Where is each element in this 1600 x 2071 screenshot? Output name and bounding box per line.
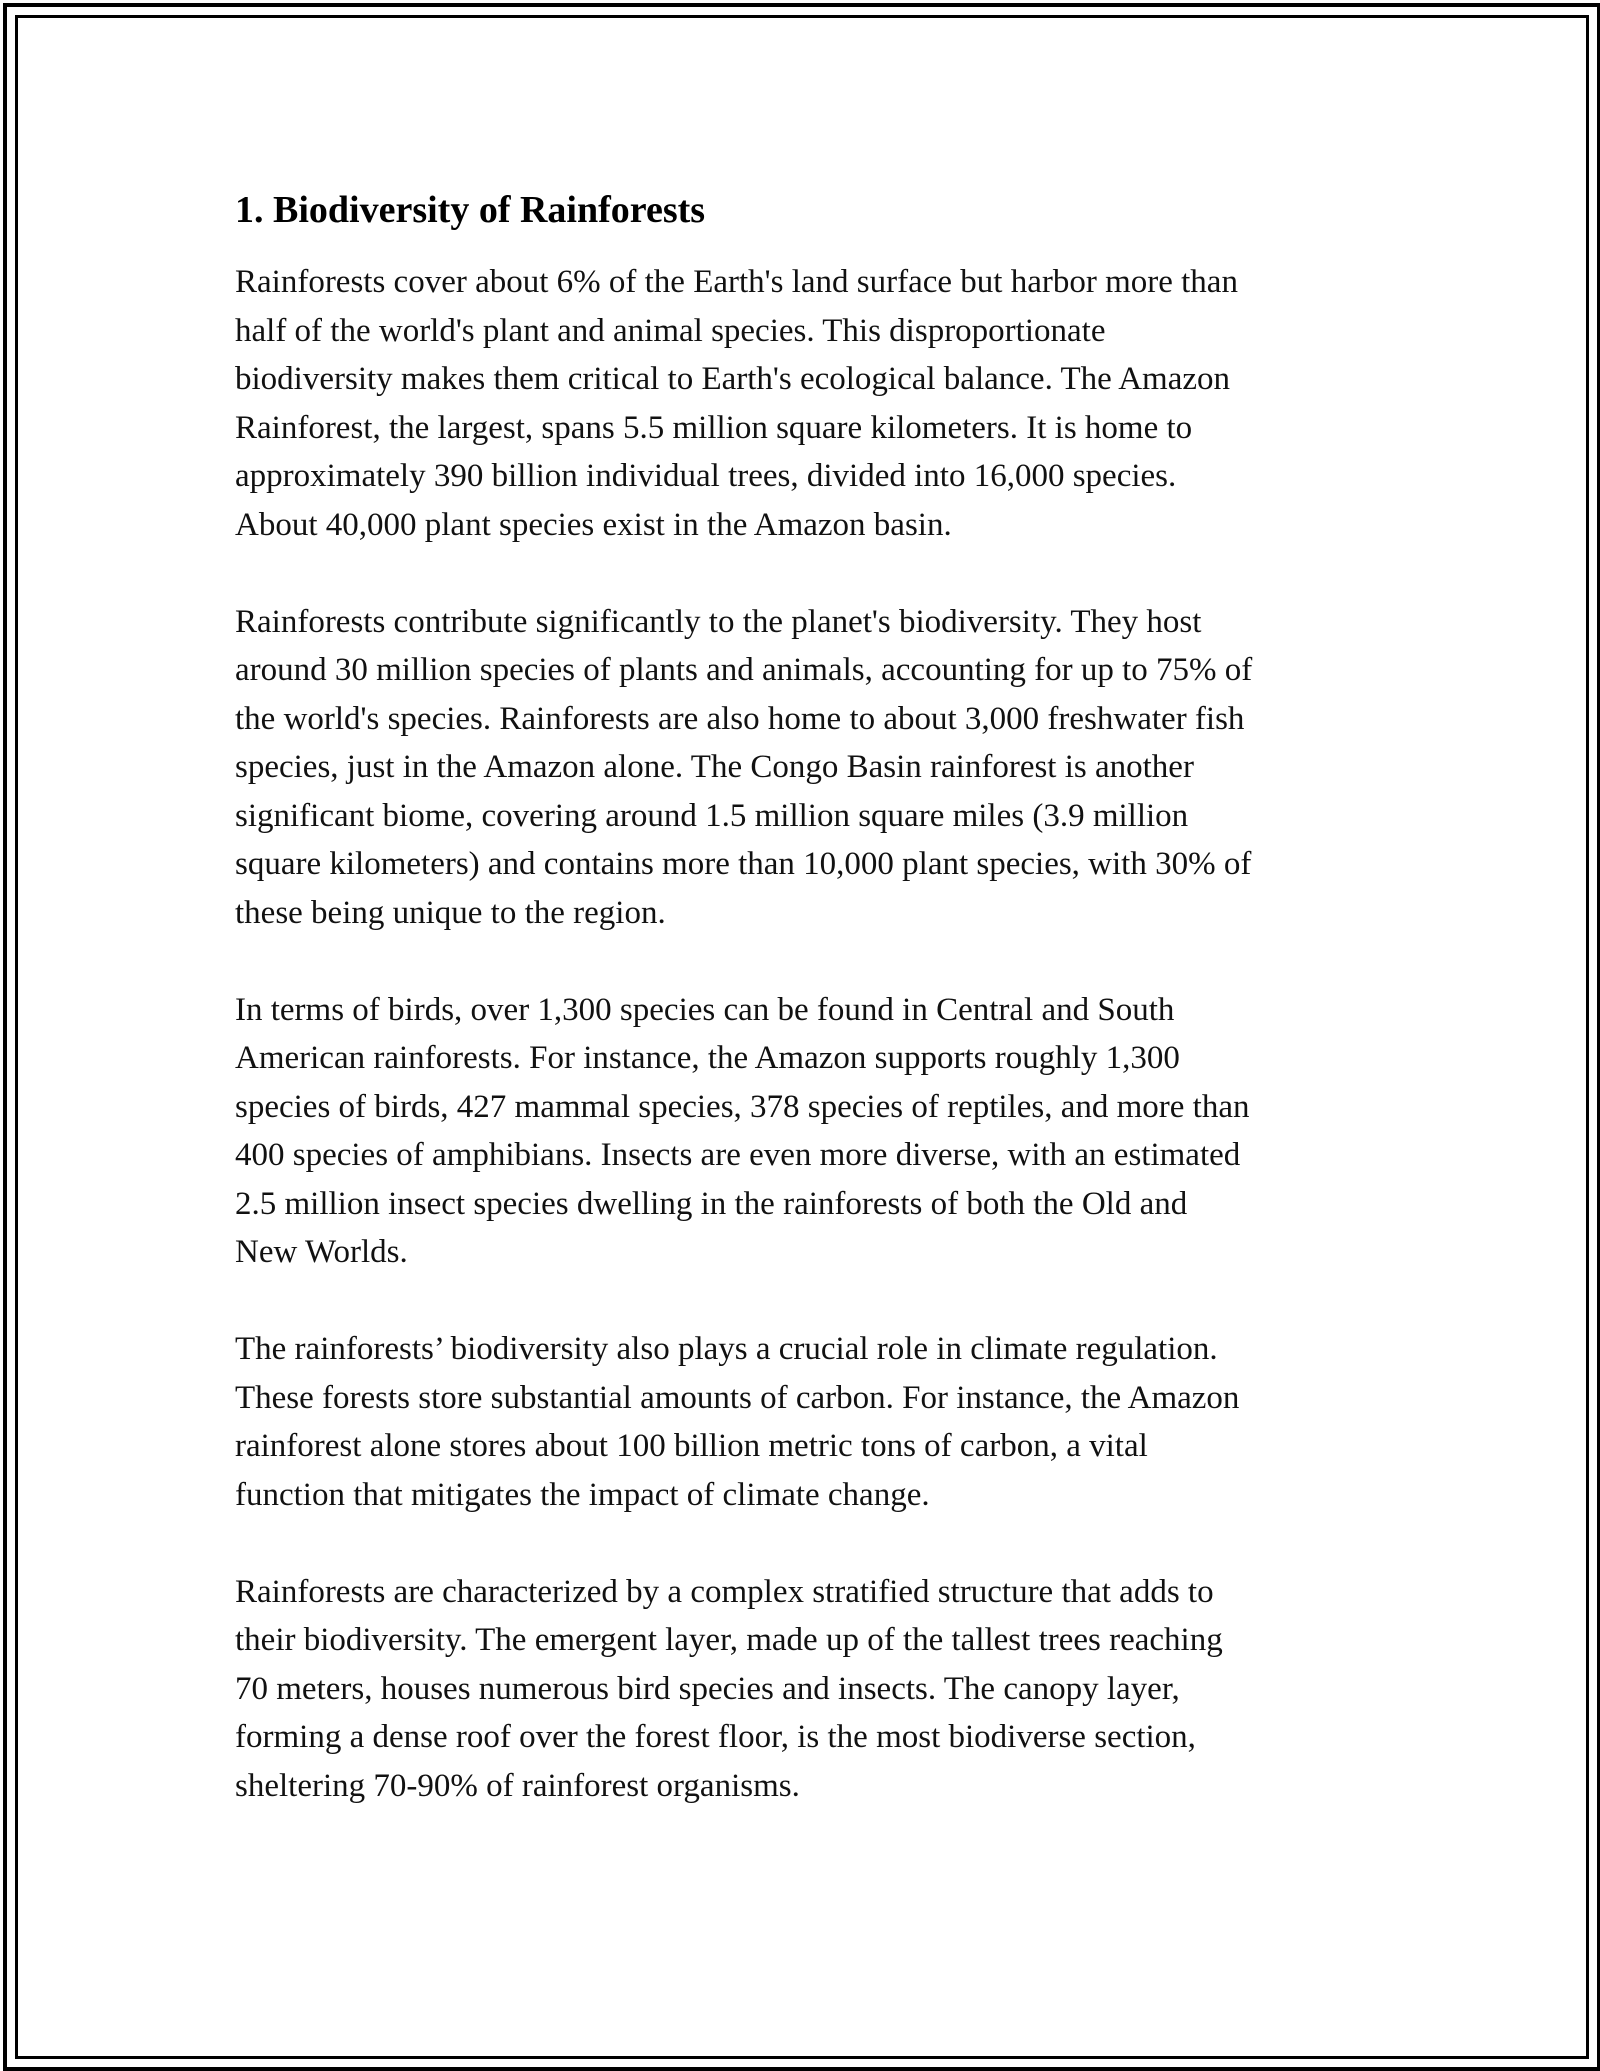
text-line: The rainforests’ biodiversity also plays a crucial role in climate regulation.	[235, 1331, 1218, 1367]
text-line: half of the world's plant and animal species. This disproportionate	[235, 312, 1106, 349]
paragraph-climate-regulation	[235, 1325, 1375, 1519]
text-line: 70 meters, houses numerous bird species and insects. The canopy layer,	[235, 1670, 1180, 1707]
paragraph-stratified-structure	[235, 1568, 1375, 1811]
text-line: forming a dense roof over the forest floor, is the most biodiverse section,	[235, 1719, 1196, 1755]
text-line: around 30 million species of plants and animals, accounting for up to 75% of	[235, 652, 1253, 688]
text-line: the world's species. Rainforests are also home to about 3,000 freshwater fish	[235, 700, 1245, 737]
text-line: Rainforests contribute significantly to the planet's biodiversity. They host	[235, 603, 1202, 640]
text-line: function that mitigates the impact of climate change.	[235, 1476, 930, 1513]
text-line: 400 species of amphibians. Insects are even more diverse, with an estimated	[235, 1137, 1241, 1173]
text-line: American rainforests. For instance, the Amazon supports roughly 1,300	[235, 1040, 1180, 1076]
text-line: In terms of birds, over 1,300 species can be found in Central and South	[235, 991, 1175, 1028]
document-body	[235, 186, 1375, 1859]
text-line: These forests store substantial amounts of carbon. For instance, the Amazon	[235, 1379, 1240, 1416]
text-line: square kilometers) and contains more than 10,000 plant species, with 30% of	[235, 846, 1252, 882]
text-line: these being unique to the region.	[235, 894, 666, 931]
text-line: species of birds, 427 mammal species, 378 species of reptiles, and more than	[235, 1088, 1250, 1125]
text-line: 2.5 million insect species dwelling in the rainforests of both the Old and	[235, 1185, 1188, 1222]
text-line: Rainforest, the largest, spans 5.5 million square kilometers. It is home to	[235, 409, 1193, 446]
text-line: approximately 390 billion individual trees, divided into 16,000 species.	[235, 458, 1177, 494]
paragraph-rainforest-coverage	[235, 258, 1375, 549]
text-line: New Worlds.	[235, 1234, 408, 1270]
paragraph-birds-animals	[235, 986, 1375, 1277]
section-heading: 1. Biodiversity of Rainforests	[235, 189, 706, 231]
paragraph-species-contribution	[235, 598, 1375, 938]
text-line: rainforest alone stores about 100 billion metric tons of carbon, a vital	[235, 1428, 1148, 1464]
text-line: About 40,000 plant species exist in the Amazon basin.	[235, 506, 952, 543]
text-line: sheltering 70-90% of rainforest organisms.	[235, 1767, 800, 1804]
text-line: their biodiversity. The emergent layer, made up of the tallest trees reaching	[235, 1622, 1223, 1658]
text-line: species, just in the Amazon alone. The Congo Basin rainforest is another	[235, 749, 1194, 785]
text-line: Rainforests are characterized by a complex stratified structure that adds to	[235, 1573, 1214, 1610]
text-line: biodiversity makes them critical to Earth's ecological balance. The Amazon	[235, 361, 1230, 397]
text-line: Rainforests cover about 6% of the Earth's land surface but harbor more than	[235, 264, 1238, 300]
text-line: significant biome, covering around 1.5 million square miles (3.9 million	[235, 797, 1189, 834]
